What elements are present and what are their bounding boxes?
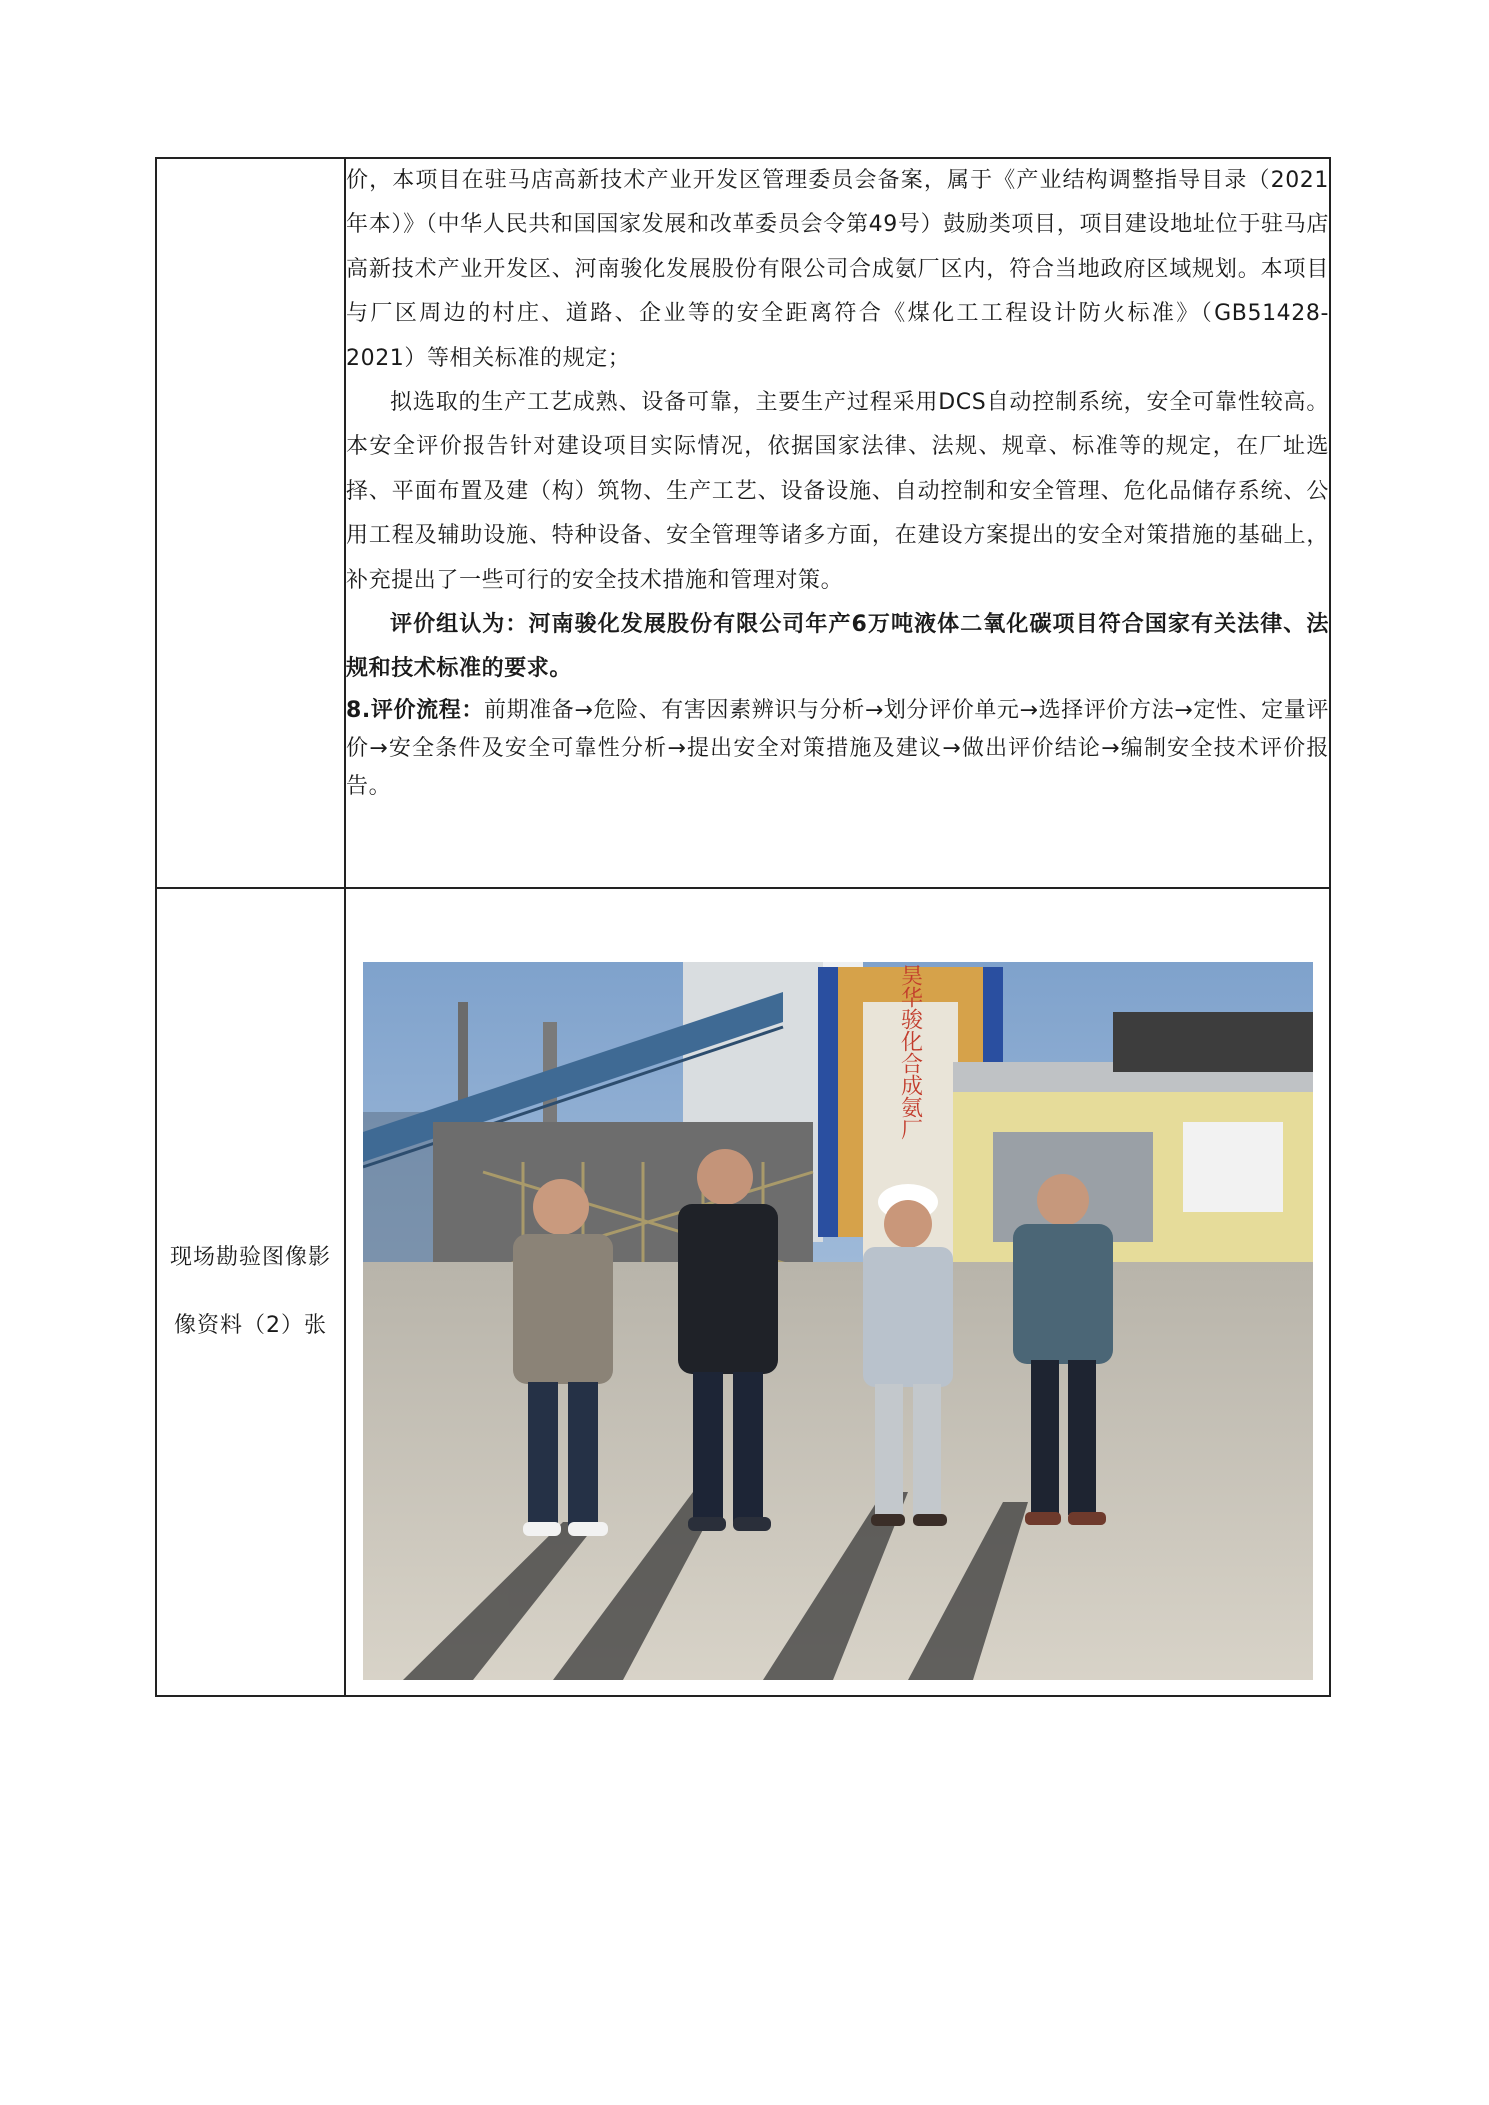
site-survey-photo (363, 962, 1313, 1680)
site-survey-photo-illustration (363, 962, 1313, 1680)
empty-label-cell (156, 158, 345, 888)
flow-body: 前期准备→危险、有害因素辨识与分析→划分评价单元→选择评价方法→定性、定量评价→安全条件及安全可靠性分析→提出安全对策措施及建议→做出评价结论→编制安全技术评价报告。 (346, 697, 1329, 799)
table-row (156, 888, 1330, 1696)
paragraph-evaluation-flow (346, 692, 1329, 806)
photo-label: 现场勘验图像影像资料（2）张 (169, 1245, 331, 1338)
report-table (155, 157, 1331, 1697)
table-row (156, 158, 1330, 888)
paragraph-project-compliance: 价，本项目在驻马店高新技术产业开发区管理委员会备案，属于《产业结构调整指导目录（2021年本）》（中华人民共和国国家发展和改革委员会令第49号）鼓励类项目，项目建设地址位于驻马店高新技术产业开发区、河南骏化发展股份有限公司合成氨厂区内，符合当地政府区域规划。本项目与厂区周边的村庄、道路、企业等的安全距离符合《煤化工工程设计防火标准》（GB51428-2021）等相关标准的规定； (346, 168, 1329, 371)
paragraph-process-safety: 拟选取的生产工艺成熟、设备可靠，主要生产过程采用DCS自动控制系统，安全可靠性较高。本安全评价报告针对建设项目实际情况，依据国家法律、法规、规章、标准等的规定，在厂址选择、平面布置及建（构）筑物、生产工艺、设备设施、自动控制和安全管理、危化品储存系统、公用工程及辅助设施、特种设备、安全管理等诸多方面，在建设方案提出的安全对策措施的基础上，补充提出了一些可行的安全技术措施和管理对策。 (346, 390, 1329, 593)
evaluation-text-cell (345, 158, 1330, 888)
photo-cell (345, 888, 1330, 1696)
photo-label-cell (156, 888, 345, 1696)
flow-title: 8.评价流程： (346, 697, 484, 723)
sign-text: 昊华骏化合成氨厂 (898, 964, 923, 1140)
paragraph-conclusion: 评价组认为：河南骏化发展股份有限公司年产6万吨液体二氧化碳项目符合国家有关法律、法规和技术标准的要求。 (346, 612, 1329, 682)
